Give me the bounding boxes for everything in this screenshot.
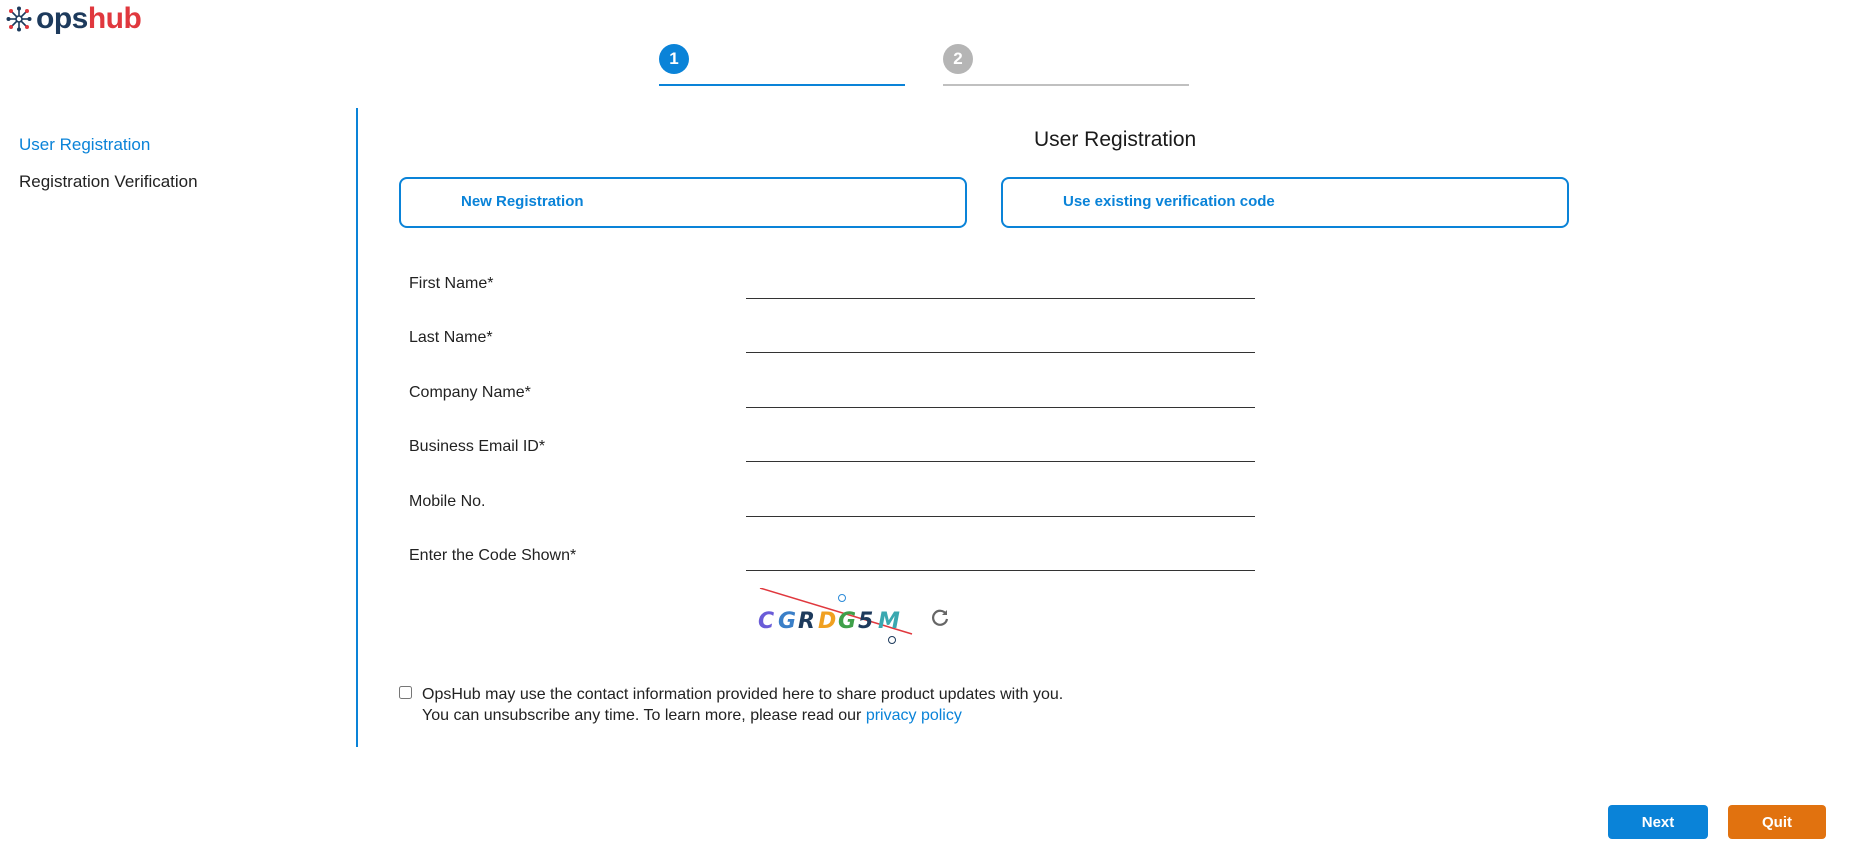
step-1	[659, 44, 905, 86]
consent-line-2-text: You can unsubscribe any time. To learn more, please read our	[422, 707, 866, 724]
captcha-code-input[interactable]	[746, 544, 1255, 571]
captcha-char: G	[778, 609, 797, 634]
consent-line-2	[422, 705, 1162, 726]
sidebar-nav	[19, 134, 198, 208]
captcha-noise-dot	[889, 637, 896, 644]
form-title: User Registration	[1034, 128, 1197, 151]
captcha-char: G	[838, 609, 857, 634]
quit-button[interactable]: Quit	[1728, 805, 1826, 839]
captcha-char: 5	[858, 609, 874, 634]
captcha-image	[756, 588, 920, 646]
mobile-number-label: Mobile No.	[409, 493, 486, 510]
sidebar-item-registration-verification[interactable]: Registration Verification	[19, 172, 198, 191]
logo-network-icon	[6, 6, 32, 32]
consent-checkbox[interactable]	[399, 686, 412, 699]
step-2-number: 2	[943, 44, 973, 74]
company-name-label: Company Name*	[409, 384, 531, 401]
captcha-code-label: Enter the Code Shown*	[409, 547, 577, 564]
consent-text	[422, 684, 1162, 726]
sidebar-item-user-registration[interactable]: User Registration	[19, 135, 151, 154]
logo-ops-text: ops	[36, 2, 88, 35]
new-registration-label: New Registration	[461, 193, 584, 210]
progress-stepper	[659, 44, 1189, 86]
refresh-captcha-icon[interactable]	[929, 607, 951, 629]
captcha-char: C	[758, 609, 775, 634]
logo-hub-text: hub	[87, 2, 142, 35]
consent-line-1: OpsHub may use the contact information provided here to share product updates with you.	[422, 686, 1064, 703]
company-name-input[interactable]	[746, 381, 1255, 408]
mobile-number-input[interactable]	[746, 490, 1255, 517]
privacy-policy-link[interactable]: privacy policy	[865, 707, 962, 724]
business-email-input[interactable]	[746, 435, 1255, 462]
first-name-input[interactable]	[746, 272, 1255, 299]
use-existing-code-button[interactable]	[1001, 177, 1569, 228]
sidebar-divider	[356, 108, 358, 747]
use-existing-code-label: Use existing verification code	[1063, 193, 1275, 210]
captcha-noise-dot	[839, 595, 846, 602]
logo	[6, 2, 141, 36]
logo-wordmark	[36, 2, 141, 36]
step-1-number: 1	[659, 44, 689, 74]
last-name-label: Last Name*	[409, 329, 493, 346]
step-2	[943, 44, 1189, 86]
last-name-input[interactable]	[746, 326, 1255, 353]
business-email-label: Business Email ID*	[409, 438, 546, 455]
first-name-label: First Name*	[409, 275, 494, 292]
new-registration-button[interactable]	[399, 177, 967, 228]
captcha-char: R	[798, 609, 815, 634]
next-button[interactable]: Next	[1608, 805, 1708, 839]
captcha-char: M	[878, 609, 900, 634]
captcha-char: D	[818, 609, 837, 634]
